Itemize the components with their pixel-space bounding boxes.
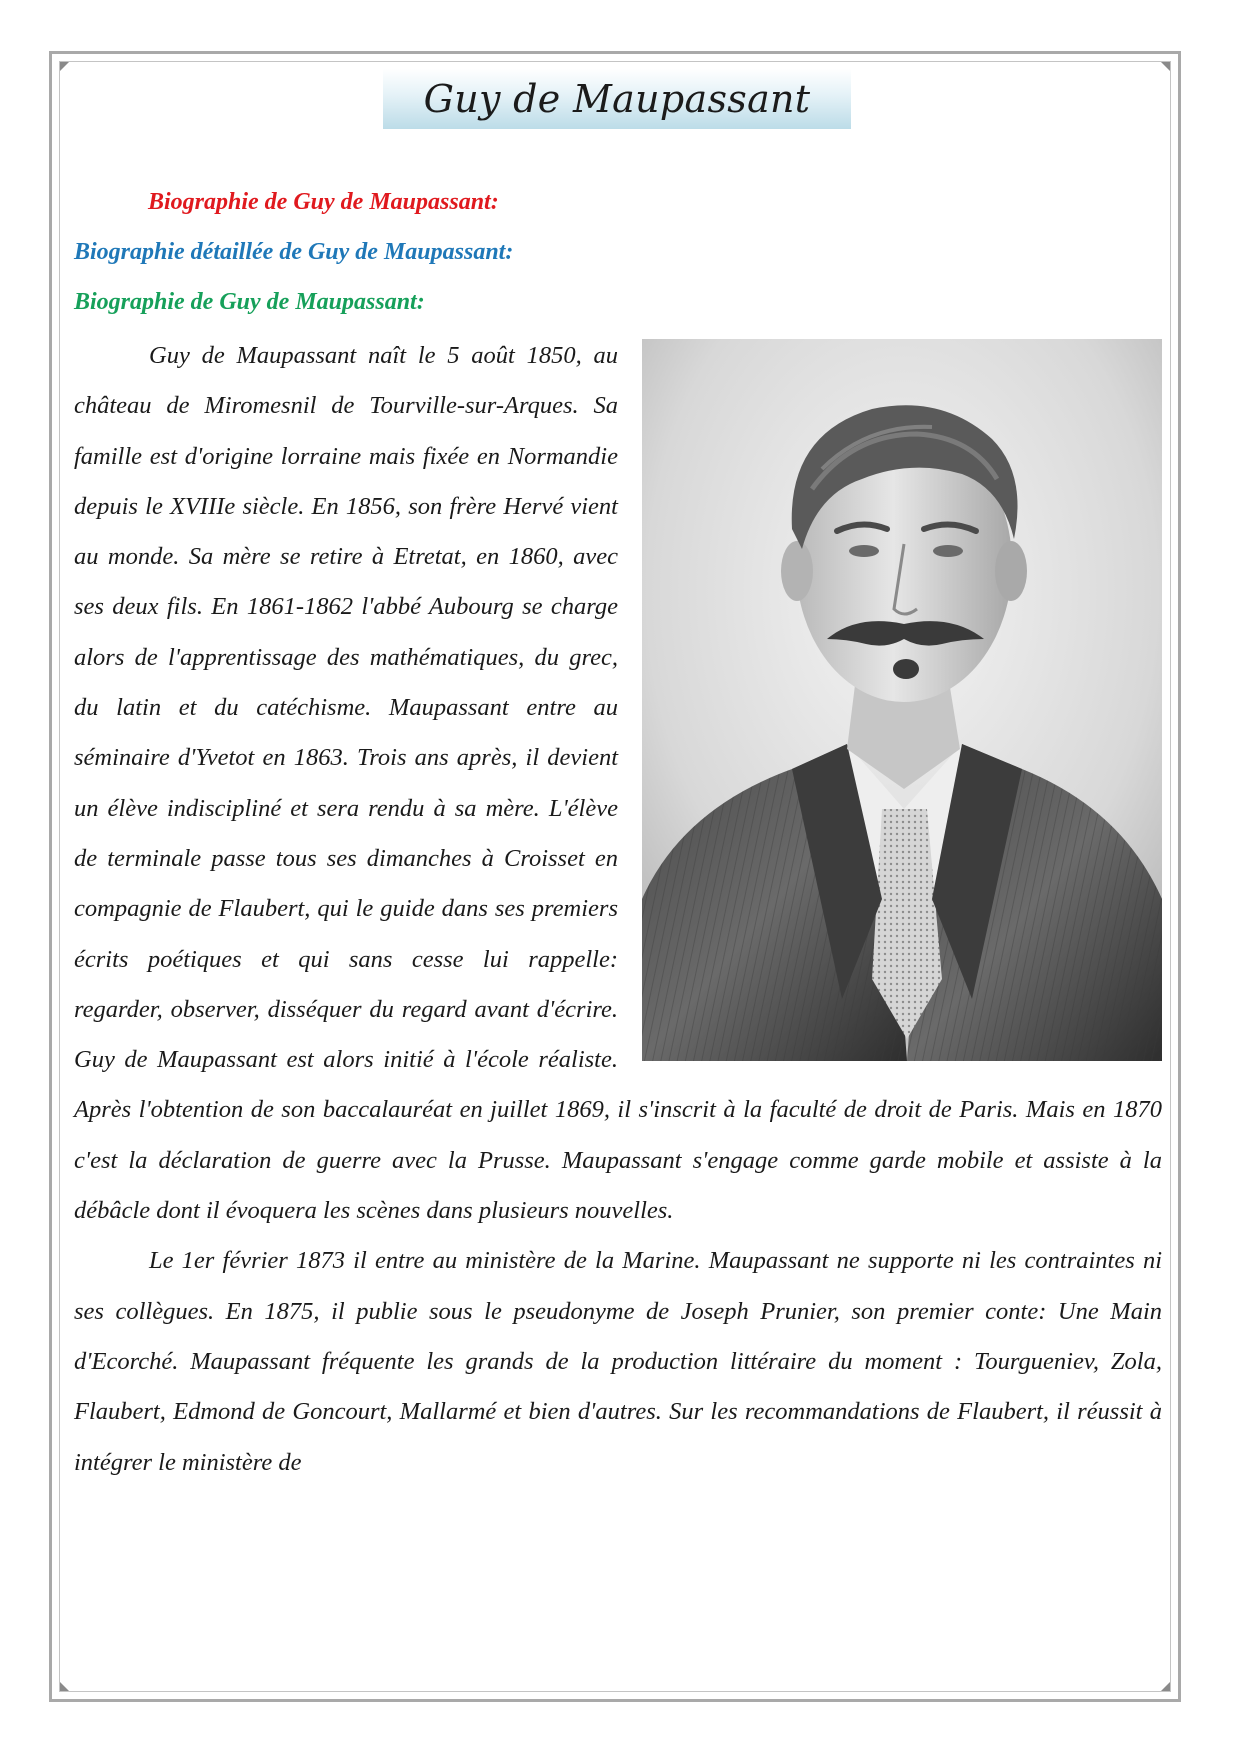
frame-corner-bottom-right (1161, 1682, 1170, 1691)
portrait-photo-icon (642, 339, 1162, 1061)
portrait-photo (642, 339, 1162, 1061)
heading-biography-red: Biographie de Guy de Maupassant: (148, 189, 499, 215)
frame-corner-bottom-left (60, 1682, 69, 1691)
heading-detailed-biography: Biographie détaillée de Guy de Maupassant: (74, 239, 514, 265)
heading-biography-green: Biographie de Guy de Maupassant: (74, 289, 425, 315)
biography-text (74, 331, 1162, 1488)
paragraph-1: Guy de Maupassant naît le 5 août 1850, au château de Miromesnil de Tourville-sur-Arques. Sa famille est d'origine lorraine mais fixée en Normandie depuis le XVIIIe siècle. En 1856, son frère Hervé vient au monde. Sa mère se retire à Etretat, en 1860, avec ses deux fils. En 1861-1862 l'abbé Aubourg se charge alors de l'apprentissage des mathématiques, du grec, du latin et du catéchisme. Maupassant entre au séminaire d'Yvetot en 1863. Trois ans après, il devient un élève indiscipliné et sera rendu à sa mère. L'élève de terminale passe tous ses dimanches à Croisset en compagnie de Flaubert, qui le guide dans ses premiers écrits poétiques et qui sans cesse lui rappelle: regarder, observer, disséquer du regard avant d'écrire. Guy de Maupassant est alors initié à l'école réaliste. Après l'obtention de son baccalauréat en juillet 1869, il s'inscrit à la faculté de droit de Paris. Mais en 1870 c'est la déclaration de guerre avec la Prusse. Maupassant s'engage comme garde mobile et assiste à la débâcle dont il évoquera les scènes dans plusieurs nouvelles. (74, 342, 1162, 1225)
frame-corner-top-right (1161, 62, 1170, 71)
paragraph-2: Le 1er février 1873 il entre au ministère de la Marine. Maupassant ne supporte ni les contraintes ni ses collègues. En 1875, il publie sous le pseudonyme de Joseph Prunier, son premier conte: Une Main d'Ecorché. Maupassant fréquente les grands de la production littéraire du moment : Tourgueniev, Zola, Flaubert, Edmond de Goncourt, Mallarmé et bien d'autres. Sur les recommandations de Flaubert, il réussit à intégrer le ministère de (74, 1247, 1162, 1476)
title-banner (383, 69, 851, 129)
page-title: Guy de Maupassant (423, 77, 811, 121)
frame-corner-top-left (60, 62, 69, 71)
